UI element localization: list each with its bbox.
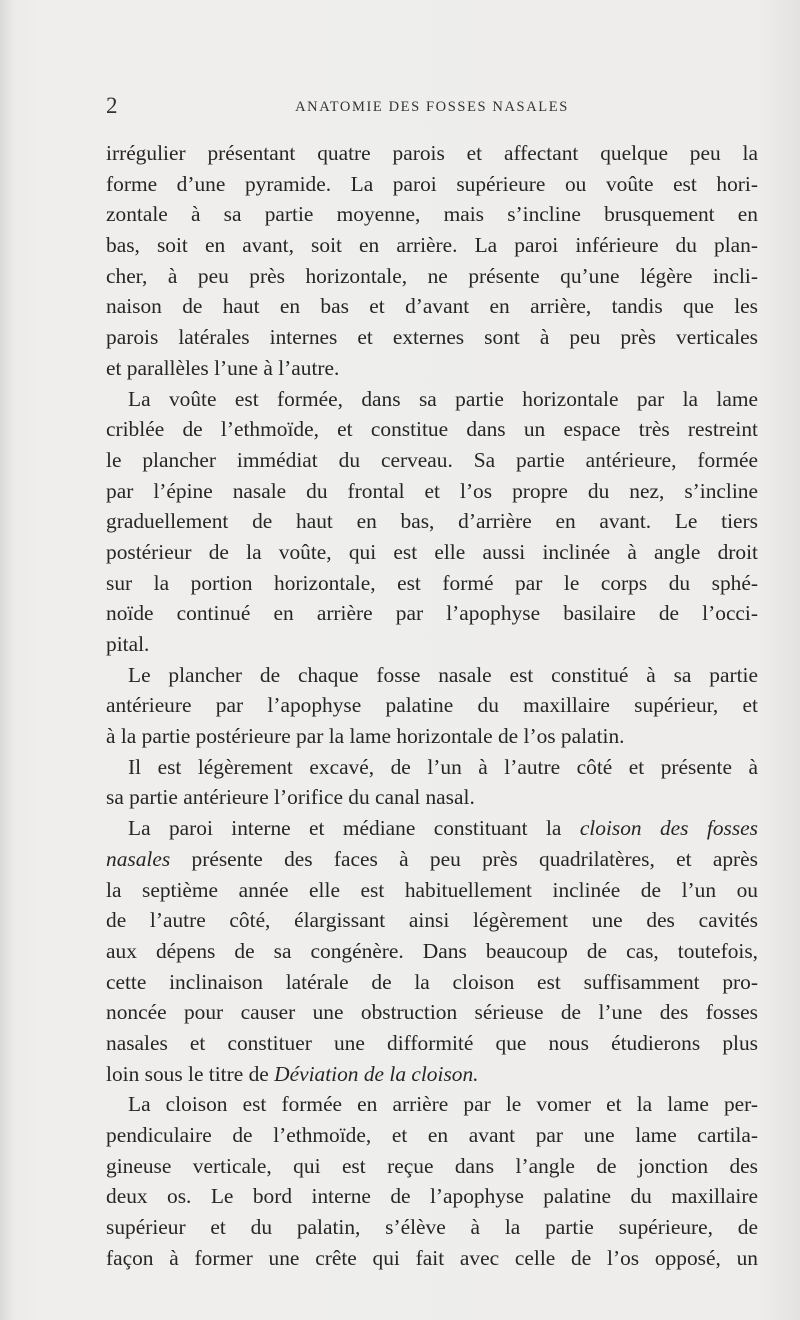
text-segment: loin sous le titre de bbox=[106, 1061, 269, 1086]
text-line: sa partie antérieure l’orifice du canal nasal. bbox=[106, 785, 475, 810]
text-line: deux os. Le bord interne de l’apophyse palatine du maxillaire bbox=[106, 1184, 758, 1209]
text-line: noïde continué en arrière par l’apophyse basilaire de l’occi- bbox=[106, 601, 758, 626]
text-line: et parallèles l’une à l’autre. bbox=[106, 355, 340, 380]
text-line: criblée de l’ethmoïde, et constitue dans un espace très restreint bbox=[106, 417, 758, 442]
text-line: aux dépens de sa congénère. Dans beaucoup de cas, toutefois, bbox=[106, 938, 758, 963]
text-line: Il est légèrement excavé, de l’un à l’autre côté et présente à bbox=[128, 754, 758, 779]
text-line: La voûte est formée, dans sa partie horizontale par la lame bbox=[128, 386, 758, 411]
text-segment: La paroi interne et médiane constituant la bbox=[128, 816, 562, 841]
text-line: postérieur de la voûte, qui est elle aussi inclinée à angle droit bbox=[106, 539, 758, 564]
text-line: zontale à sa partie moyenne, mais s’incline brusquement en bbox=[106, 202, 758, 227]
text-line: graduellement de haut en bas, d’arrière en avant. Le tiers bbox=[106, 509, 758, 534]
text-line: supérieur et du palatin, s’élève à la partie supérieure, de bbox=[106, 1215, 758, 1240]
running-head: ANATOMIE DES FOSSES NASALES bbox=[295, 99, 569, 115]
text-line bbox=[106, 813, 758, 844]
text-line: pital. bbox=[106, 632, 150, 656]
text-line: cette inclinaison latérale de la cloison est suffisamment pro- bbox=[106, 969, 758, 994]
text-line: La cloison est formée en arrière par le vomer et la lame per- bbox=[128, 1092, 758, 1117]
text-line: façon à former une crête qui fait avec celle de l’os opposé, un bbox=[106, 1245, 758, 1270]
text-line: gineuse verticale, qui est reçue dans l’angle de jonction des bbox=[106, 1153, 758, 1178]
text-line bbox=[106, 1059, 758, 1090]
text-line: le plancher immédiat du cerveau. Sa partie antérieure, formée bbox=[106, 447, 758, 472]
page-number: 2 bbox=[106, 93, 118, 118]
text-line: cher, à peu près horizontale, ne présente qu’une légère incli- bbox=[106, 263, 758, 288]
italic-term: Déviation de la cloison. bbox=[274, 1061, 479, 1086]
text-line: parois latérales internes et externes sont à peu près verticales bbox=[106, 325, 758, 350]
text-line: Le plancher de chaque fosse nasale est constitué à sa partie bbox=[128, 662, 758, 687]
text-line: à la partie postérieure par la lame horizontale de l’os palatin. bbox=[106, 724, 625, 749]
text-line: naison de haut en bas et d’avant en arrière, tandis que les bbox=[106, 294, 758, 319]
text-line: bas, soit en avant, soit en arrière. La paroi inférieure du plan- bbox=[106, 233, 758, 258]
text-line: sur la portion horizontale, est formé par le corps du sphé- bbox=[106, 570, 758, 595]
text-segment: présente des faces à peu près quadrilatères, et après bbox=[191, 846, 758, 871]
text-line: irrégulier présentant quatre parois et affectant quelque peu la bbox=[106, 141, 758, 165]
text-line bbox=[106, 844, 758, 875]
text-line: la septième année elle est habituellement inclinée de l’un ou bbox=[106, 877, 758, 902]
text-line: forme d’une pyramide. La paroi supérieure ou voûte est hori- bbox=[106, 171, 758, 196]
page-header bbox=[106, 93, 758, 121]
text-line: pendiculaire de l’ethmoïde, et en avant par une lame cartila- bbox=[106, 1123, 758, 1147]
body-text bbox=[106, 138, 758, 1273]
italic-term: nasales bbox=[106, 846, 171, 871]
text-line: nasales et constituer une difformité que nous étudierons plus bbox=[106, 1030, 758, 1055]
text-line: noncée pour causer une obstruction sérieuse de l’une des fosses bbox=[106, 1000, 758, 1025]
text-line: par l’épine nasale du frontal et l’os propre du nez, s’incline bbox=[106, 478, 758, 503]
text-line: de l’autre côté, élargissant ainsi légèrement une des cavités bbox=[106, 908, 758, 933]
italic-term: cloison des fosses bbox=[579, 816, 758, 841]
text-line: antérieure par l’apophyse palatine du maxillaire supérieur, et bbox=[106, 693, 758, 718]
